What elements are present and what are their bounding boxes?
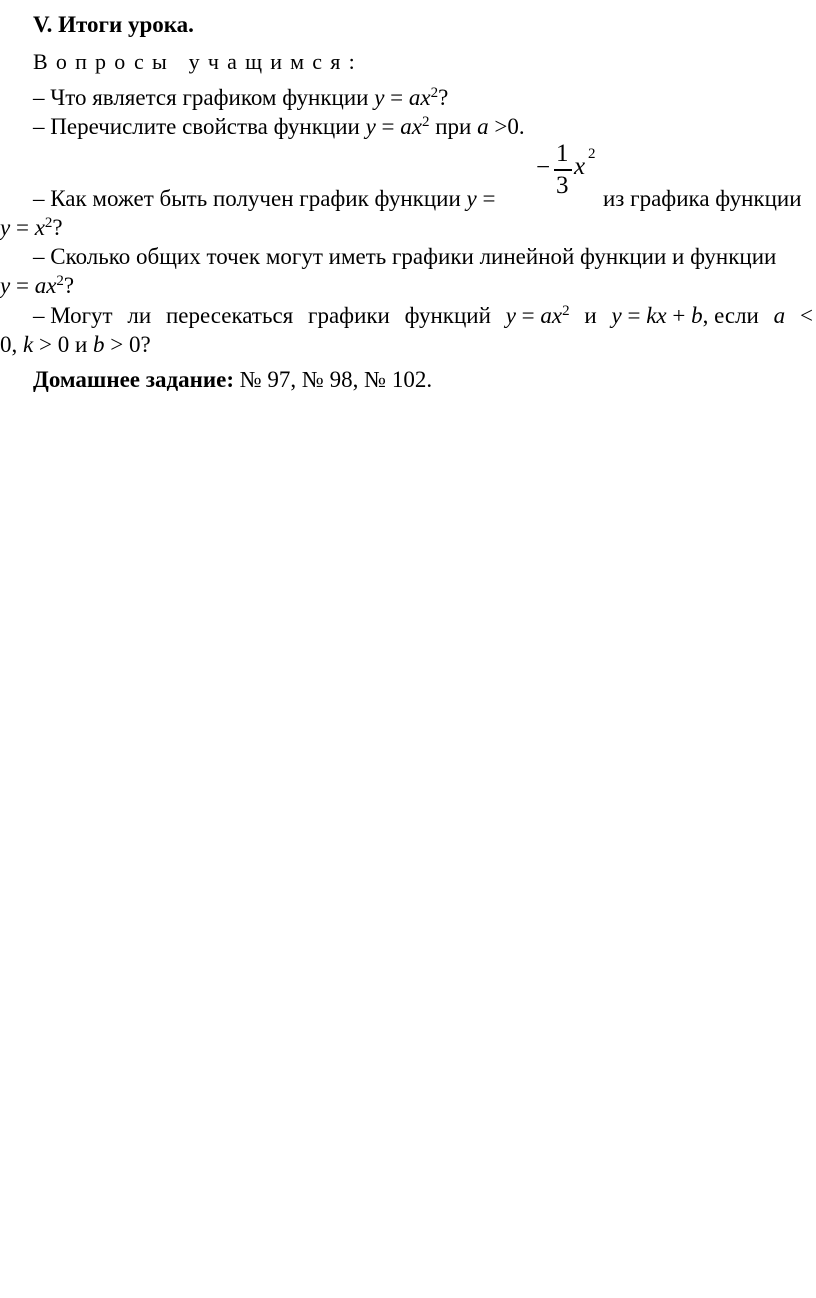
q4-eq: =: [15, 273, 29, 298]
q2-ax: ax: [400, 114, 422, 139]
question-4-cont: [0, 274, 74, 297]
q3-from-text: из графика функции: [603, 186, 802, 211]
q5-k-cond: > 0 и: [38, 332, 88, 357]
q5-b-cond: > 0?: [110, 332, 151, 357]
q5-b2: b: [93, 332, 105, 357]
fraction-denominator: 3: [556, 172, 569, 199]
q5-w3: пересекаться: [165, 303, 294, 328]
questions-intro: [33, 51, 363, 73]
section-title: [33, 13, 194, 36]
q3-x2: x: [34, 215, 45, 240]
q5-w1: Могут: [50, 303, 113, 328]
q5-y: y: [505, 303, 516, 328]
q5-w1-group: [33, 304, 113, 327]
q3-end: ?: [52, 215, 63, 240]
q1-eq: =: [390, 85, 404, 110]
q3-y2: y: [0, 215, 11, 240]
q5-w2: ли: [127, 303, 152, 328]
q2-y: y: [365, 114, 376, 139]
q5-eq: =: [521, 303, 535, 328]
q5-and: и: [584, 303, 597, 328]
question-2: [33, 115, 525, 138]
q5-w5: функций: [404, 303, 491, 328]
q5-k: k: [23, 332, 34, 357]
question-5-cont: [0, 333, 151, 356]
fraction-numerator: 1: [556, 140, 569, 167]
question-1: [33, 86, 448, 109]
q5-if: , если: [702, 303, 759, 328]
q5-zero: 0,: [0, 332, 18, 357]
q5-a: a: [773, 303, 786, 328]
q4-y: y: [0, 273, 11, 298]
q5-sq: 2: [562, 303, 570, 319]
q4-end: ?: [63, 273, 75, 298]
q2-dash: –: [33, 114, 45, 139]
q2-mid: при: [435, 114, 472, 139]
q5-plus: +: [672, 303, 686, 328]
fraction-square: 2: [588, 146, 596, 162]
fraction-minus: −: [536, 154, 551, 181]
section-title-text: V. Итоги урока.: [33, 12, 194, 37]
q5-w4: графики: [308, 303, 390, 328]
homework-tasks: № 97, № 98, № 102.: [239, 367, 433, 392]
q3-sq2: 2: [44, 215, 53, 231]
q2-sq: 2: [422, 114, 430, 130]
q2-text: Перечислите свойства функции: [50, 114, 360, 139]
q3-y: y: [466, 186, 477, 211]
q4-sq: 2: [56, 273, 64, 289]
q5-eq2: =: [627, 303, 641, 328]
q4-text: Сколько общих точек могут иметь графики линейной функции и функции: [50, 244, 777, 269]
q1-sq: 2: [430, 85, 439, 101]
q4-dash: –: [33, 244, 45, 269]
question-5: [33, 304, 813, 327]
fraction-x: x: [574, 153, 586, 180]
question-4: [33, 245, 776, 268]
q1-text: Что является графиком функции: [50, 85, 369, 110]
q5-expr2: [611, 304, 758, 327]
q4-ax: ax: [34, 273, 57, 298]
q1-end: ?: [438, 85, 449, 110]
q3-text: Как может быть получен график функции: [50, 186, 461, 211]
q3-fraction: [536, 141, 606, 205]
q5-expr1: [506, 304, 570, 327]
q3-eq2: =: [15, 215, 29, 240]
q1-dash: –: [33, 85, 45, 110]
q2-eq: =: [381, 114, 395, 139]
q3-eq: =: [482, 186, 496, 211]
homework: [33, 368, 432, 391]
questions-intro-text: Вопросы учащимся:: [33, 49, 363, 74]
q5-dash: –: [33, 303, 45, 328]
q5-ax: ax: [540, 303, 563, 328]
q5-kx: kx: [646, 303, 667, 328]
q5-y2: y: [611, 303, 622, 328]
q1-ax: ax: [408, 85, 431, 110]
q3-from: [603, 187, 802, 210]
q5-lt: <: [799, 303, 813, 328]
fraction-bar: [554, 169, 572, 171]
q2-cond: >0.: [494, 114, 525, 139]
q2-a: a: [477, 114, 489, 139]
q5-b: b: [691, 303, 703, 328]
q3-dash: –: [33, 186, 45, 211]
question-3-cont: [0, 216, 63, 239]
q1-y: y: [374, 85, 385, 110]
homework-label: Домашнее задание:: [33, 367, 234, 392]
question-3: [33, 187, 495, 210]
